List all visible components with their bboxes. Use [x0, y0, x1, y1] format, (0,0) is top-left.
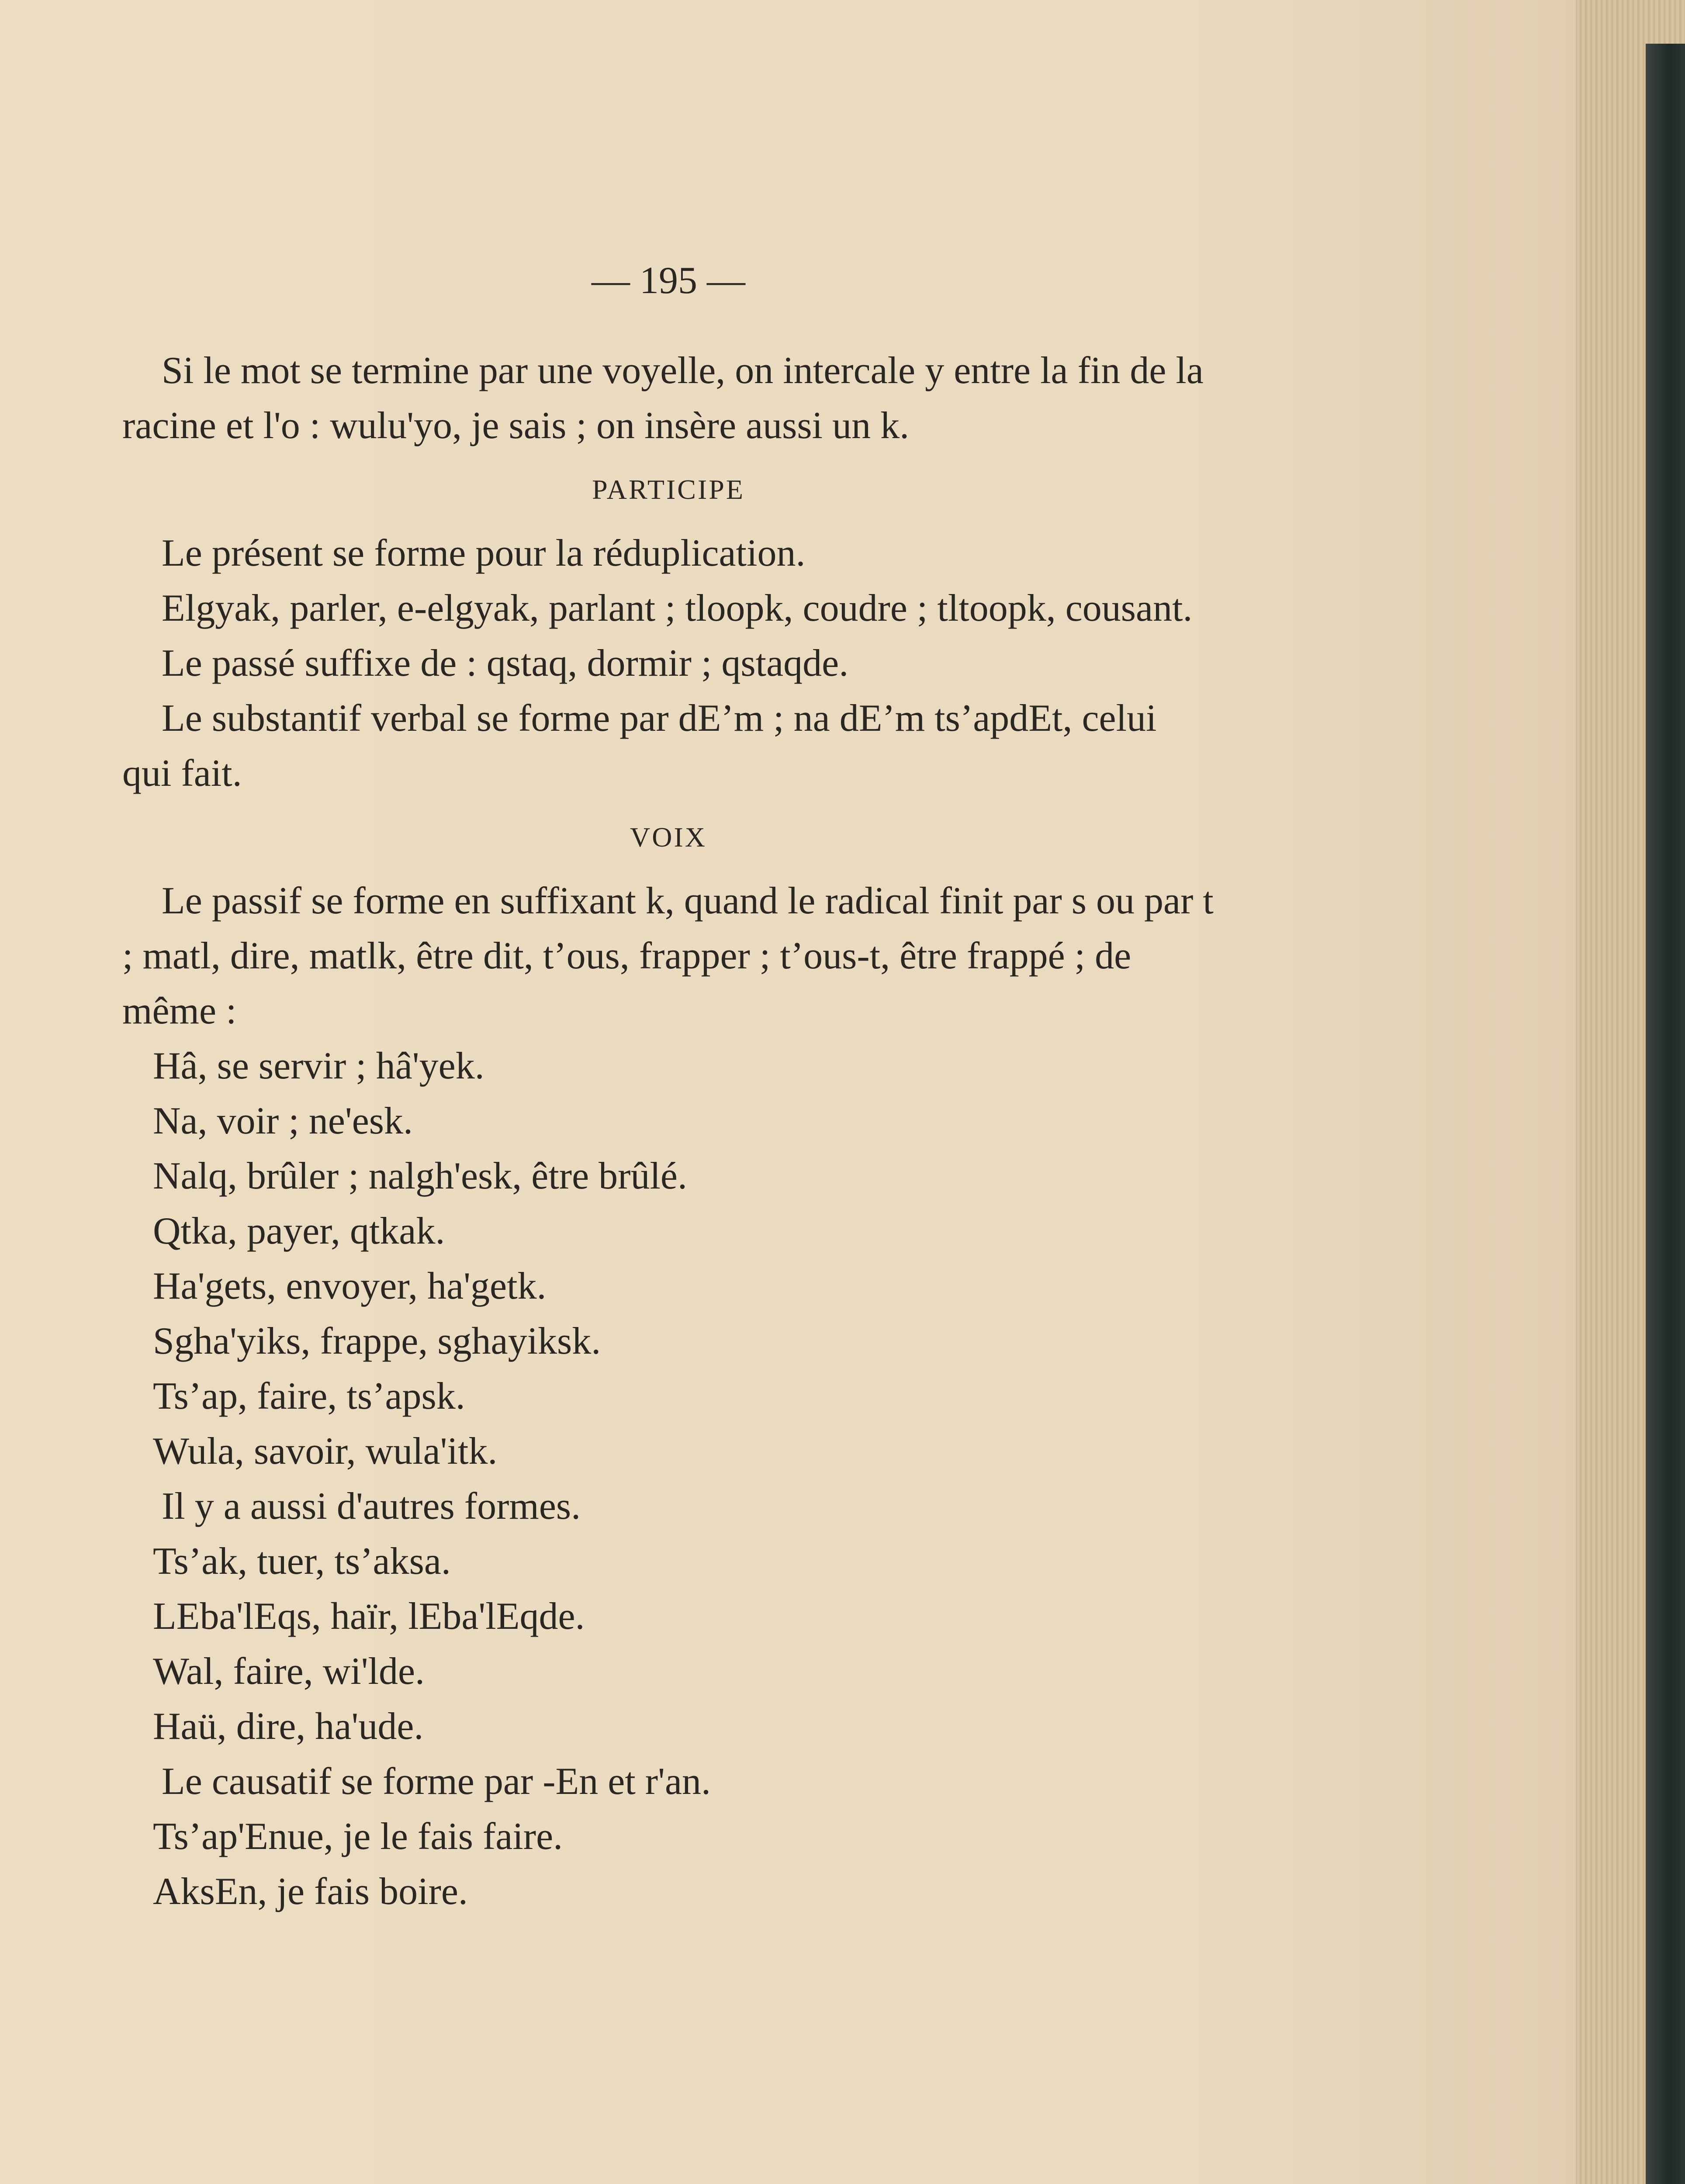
- voix-entry: Haü, dire, ha'ude.: [153, 1705, 424, 1748]
- voix-entry: Tsʼap, faire, tsʼapsk.: [153, 1375, 465, 1417]
- participe-p3: Le passé suffixe de : qstaq, dormir ; qstaqde.: [162, 642, 849, 684]
- voix-entry: Nalq, brûler ; nalgh'esk, être brûlé.: [153, 1155, 687, 1197]
- voix-entry: Wula, savoir, wula'itk.: [153, 1430, 498, 1472]
- voix-entry: Hâ, se servir ; hâ'yek.: [153, 1045, 484, 1087]
- page-content: [122, 253, 1214, 1919]
- voix-p2: Il y a aussi d'autres formes.: [162, 1485, 581, 1527]
- intro-paragraph: Si le mot se termine par une voyelle, on intercale y entre la fin de la racine et l'o : wulu'yo, je sais ; on insère aussi un k.: [122, 349, 1204, 447]
- voix-entry: Ha'gets, envoyer, ha'getk.: [153, 1265, 547, 1307]
- voix-entry: Tsʼak, tuer, tsʼaksa.: [153, 1540, 451, 1583]
- page-number: — 195 —: [592, 259, 745, 302]
- heading-participe: PARTICIPE: [592, 474, 745, 505]
- voix-entry: AksEn, je fais boire.: [153, 1870, 468, 1913]
- voix-entry: Wal, faire, wi'lde.: [153, 1650, 425, 1693]
- voix-p1: Le passif se forme en suffixant k, quand le radical finit par s ou par t ; matl, dire, matlk, être dit, tʼous, frapper ; tʼous-t, être frappé ; de même :: [122, 880, 1214, 1032]
- participe-p4: Le substantif verbal se forme par dEʼm ; na dEʼm tsʼapdEt, celui qui fait.: [122, 697, 1157, 795]
- book-spine: [1646, 44, 1685, 2184]
- voix-p3: Le causatif se forme par -En et r'an.: [162, 1760, 711, 1803]
- voix-entry: Na, voir ; ne'esk.: [153, 1100, 413, 1142]
- participe-p2: Elgyak, parler, e-elgyak, parlant ; tloopk, coudre ; tltoopk, cousant.: [162, 587, 1193, 629]
- voix-entry: Tsʼap'Enue, je le fais faire.: [153, 1815, 563, 1858]
- voix-entry: Qtka, payer, qtkak.: [153, 1210, 445, 1252]
- heading-voix: VOIX: [630, 822, 707, 853]
- voix-entry: LEba'lEqs, haïr, lEba'lEqde.: [153, 1595, 585, 1638]
- participe-p1: Le présent se forme pour la réduplication.: [162, 532, 806, 574]
- voix-entry: Sgha'yiks, frappe, sghayiksk.: [153, 1320, 601, 1362]
